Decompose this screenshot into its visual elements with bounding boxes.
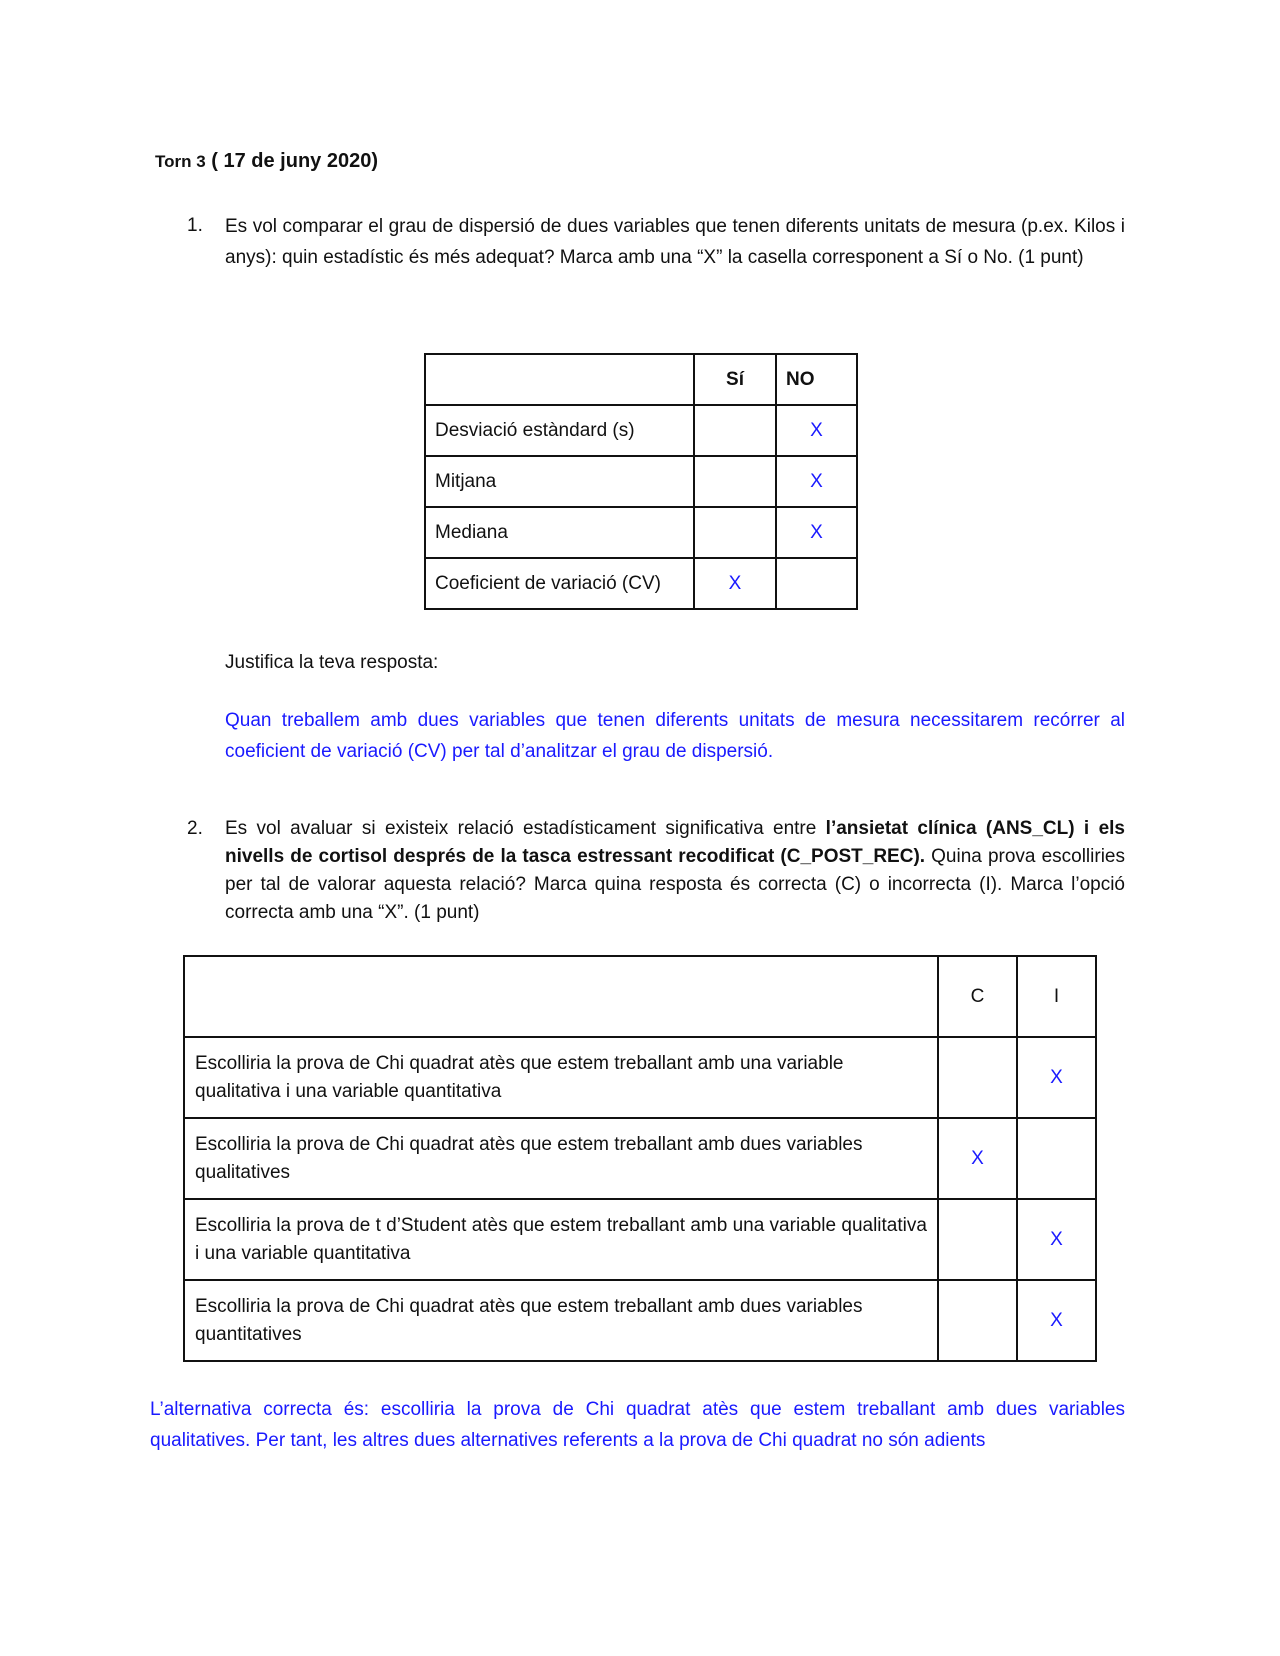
row-label: Coeficient de variació (CV) — [425, 558, 694, 609]
table-row — [425, 507, 857, 558]
q2-text-bold: l’ansietat clínica (ANS_CL) i els nivells de cortisol després de la tasca estressant recodificat (C_POST_REC). — [225, 818, 1125, 867]
mark-i[interactable]: X — [1017, 1037, 1096, 1118]
table-row — [184, 1199, 1096, 1280]
q2-text-a: Es vol avaluar si existeix relació estadísticament significativa entre — [225, 818, 826, 839]
mark-i[interactable]: X — [1017, 1199, 1096, 1280]
mark-no[interactable] — [776, 558, 857, 609]
mark-no[interactable]: X — [776, 507, 857, 558]
q1-justify-label: Justifica la teva resposta: — [225, 652, 439, 673]
mark-si[interactable]: X — [694, 558, 776, 609]
row-label: Escolliria la prova de Chi quadrat atès que estem treballant amb dues variables quantitatives — [184, 1280, 938, 1361]
mark-c[interactable]: X — [938, 1118, 1017, 1199]
header-si: Sí — [694, 354, 776, 405]
header-cell-empty — [425, 354, 694, 405]
table-header-row — [184, 956, 1096, 1037]
table-row — [425, 558, 857, 609]
q2-number: 2. — [187, 818, 203, 839]
table-row — [184, 1280, 1096, 1361]
q2-table — [183, 955, 1097, 1362]
q1-number: 1. — [187, 215, 203, 236]
row-label: Escolliria la prova de Chi quadrat atès que estem treballant amb una variable qualitativa i una variable quantitativa — [184, 1037, 938, 1118]
table-row — [184, 1118, 1096, 1199]
mark-c[interactable] — [938, 1037, 1017, 1118]
q1-text: Es vol comparar el grau de dispersió de dues variables que tenen diferents unitats de mesura (p.ex. Kilos i anys): quin estadístic és més adequat? Marca amb una “X” la casella corresponent a Sí o No. (1 punt) — [225, 216, 1125, 268]
table-row — [184, 1037, 1096, 1118]
mark-no[interactable]: X — [776, 405, 857, 456]
q2-text — [225, 815, 1125, 927]
row-label: Mitjana — [425, 456, 694, 507]
mark-c[interactable] — [938, 1280, 1017, 1361]
header-cell-empty — [184, 956, 938, 1037]
q1-answer: Quan treballem amb dues variables que tenen diferents unitats de mesura necessitarem recórrer al coeficient de variació (CV) per tal d’analitzar el grau de dispersió. — [225, 710, 1125, 762]
mark-si[interactable] — [694, 507, 776, 558]
row-label: Escolliria la prova de Chi quadrat atès que estem treballant amb dues variables qualitatives — [184, 1118, 938, 1199]
heading-date: ( 17 de juny 2020) — [211, 150, 378, 172]
mark-si[interactable] — [694, 456, 776, 507]
mark-i[interactable] — [1017, 1118, 1096, 1199]
row-label: Escolliria la prova de t d’Student atès que estem treballant amb una variable qualitativa i una variable quantitativa — [184, 1199, 938, 1280]
table-header-row — [425, 354, 857, 405]
heading-torn: Torn 3 — [155, 152, 206, 171]
mark-no[interactable]: X — [776, 456, 857, 507]
table-row — [425, 456, 857, 507]
mark-c[interactable] — [938, 1199, 1017, 1280]
header-i: I — [1017, 956, 1096, 1037]
q1-table — [424, 353, 858, 610]
q2-answer: L’alternativa correcta és: escolliria la prova de Chi quadrat atès que estem treballant amb dues variables qualitatives. Per tant, les altres dues alternatives referents a la prova de Chi quadrat no són adients — [150, 1399, 1125, 1451]
mark-i[interactable]: X — [1017, 1280, 1096, 1361]
table-row — [425, 405, 857, 456]
mark-si[interactable] — [694, 405, 776, 456]
q2-text-b: Quina prova escolliries per tal de valorar aquesta relació? Marca quina resposta és correcta (C) o incorrecta (I). Marca l’opció correcta amb una “X”. (1 punt) — [225, 846, 1125, 923]
row-label: Desviació estàndard (s) — [425, 405, 694, 456]
header-no: NO — [776, 354, 857, 405]
header-c: C — [938, 956, 1017, 1037]
page-heading — [155, 150, 378, 173]
row-label: Mediana — [425, 507, 694, 558]
